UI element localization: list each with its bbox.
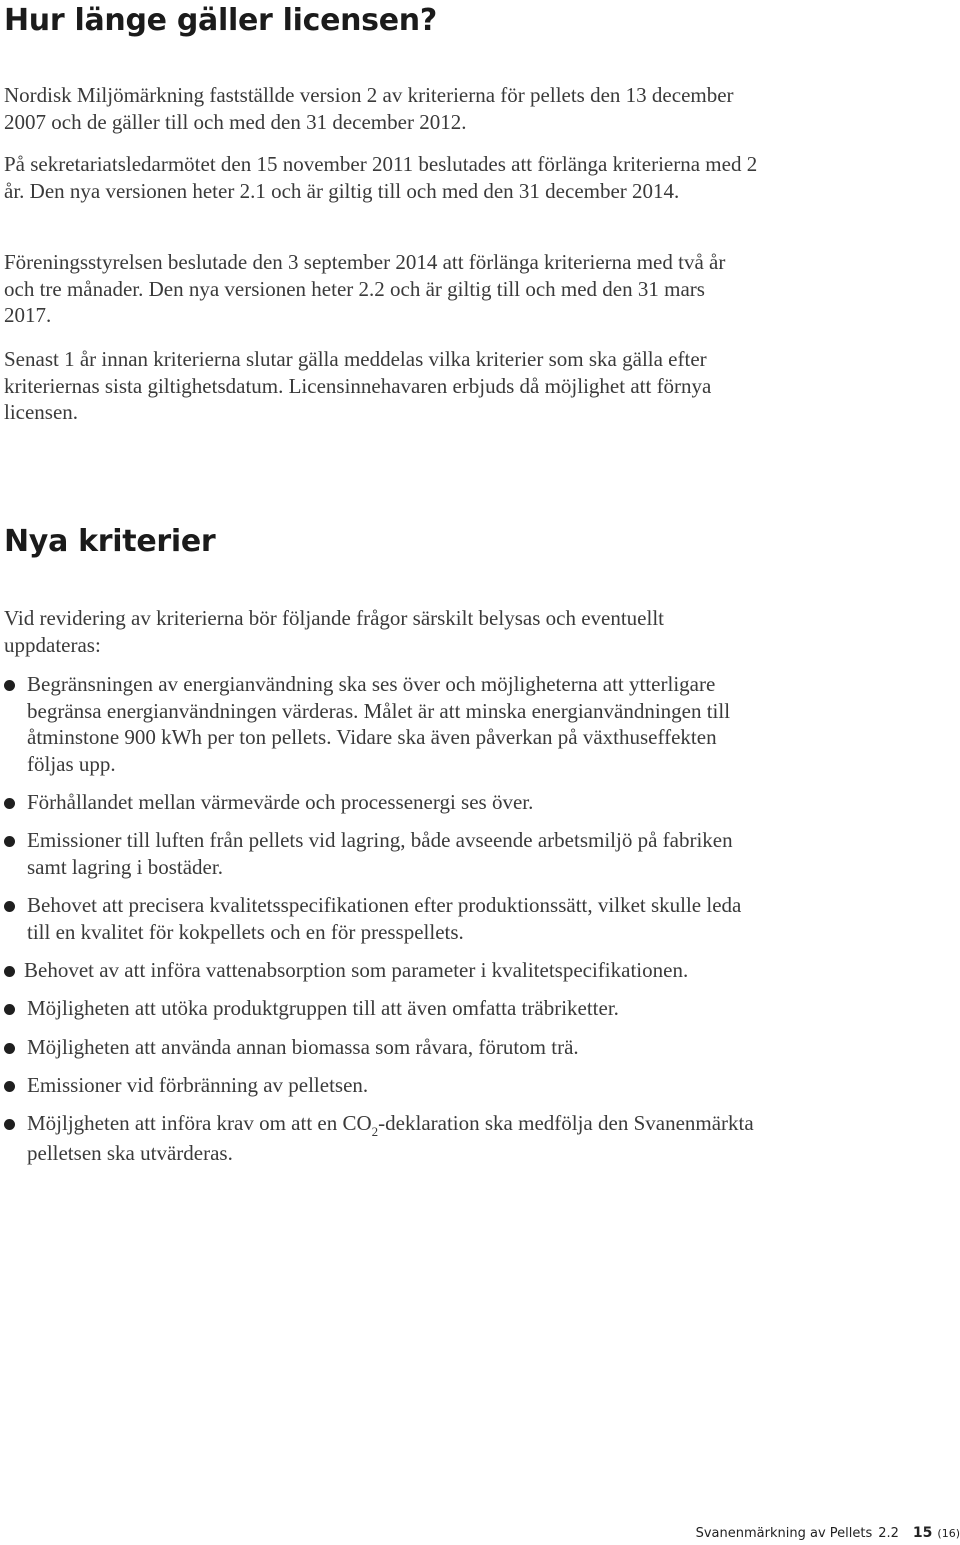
bullet-dot-icon: [4, 1043, 15, 1054]
list-item-text: Behovet att precisera kvalitetsspecifikationen efter produktionssätt, vilket skulle leda till en kvalitet för kokpellets och en för presspellets.: [27, 893, 742, 944]
section-heading-license-validity: Hur länge gäller licensen?: [4, 3, 437, 38]
footer-page-number: 15: [912, 1525, 933, 1541]
section-heading-new-criteria: Nya kriterier: [4, 524, 216, 559]
co2-subscript: 2: [371, 1124, 379, 1139]
list-item: [4, 957, 804, 984]
list-item-text: Emissioner vid förbränning av pelletsen.: [27, 1073, 369, 1097]
list-item: [4, 1072, 764, 1099]
list-item: [4, 789, 764, 816]
list-item-text: Emissioner till luften från pellets vid lagring, både avseende arbetsmiljö på fabriken samt lagring i bostäder.: [27, 828, 733, 879]
page-footer: [696, 1525, 960, 1541]
co2-text-after: -deklaration ska medfölja den Svanenmärkta pelletsen ska utvärderas.: [27, 1111, 754, 1165]
paragraph: På sekretariatsledarmötet den 15 november 2011 beslutades att förlänga kriterierna med 2 år. Den nya versionen heter 2.1 och är giltig till och med den 31 december 2014.: [4, 152, 758, 203]
paragraph: Senast 1 år innan kriterierna slutar gälla meddelas vilka kriterier som ska gälla efter kriteriernas sista giltighetsdatum. Licensinnehavaren erbjuds då möjlighet att förnya licensen.: [4, 347, 712, 424]
intro-paragraph: Vid revidering av kriterierna bör följande frågor särskilt belysas och eventuellt uppdateras:: [4, 606, 665, 657]
bullet-dot-icon: [4, 1081, 15, 1092]
list-item: [4, 892, 764, 945]
bullet-dot-icon: [4, 798, 15, 809]
list-item-text: Möjligheten att använda annan biomassa som råvara, förutom trä.: [27, 1035, 579, 1059]
footer-page-total: (16): [937, 1527, 960, 1540]
list-item-text: Begränsningen av energianvändning ska ses över och möjligheterna att ytterligare begränsa energianvändningen värderas. Målet är att minska energianvändningen till åtminstone 900 kWh per ton pellets. Vidare ska även påverkan på växthuseffekten följas upp.: [27, 672, 731, 776]
co2-text-before: Möjljgheten att införa krav om att en CO: [27, 1111, 372, 1135]
list-item-text: Möjligheten att utöka produktgruppen till att även omfatta träbriketter.: [27, 996, 619, 1020]
bullet-dot-icon: [4, 901, 15, 912]
bullet-dot-icon: [4, 1004, 15, 1015]
bullet-dot-icon: [4, 966, 15, 977]
list-item: [4, 1110, 764, 1166]
footer-version: 2.2: [878, 1526, 899, 1541]
list-item-text: Förhållandet mellan värmevärde och processenergi ses över.: [27, 790, 534, 814]
paragraph: Nordisk Miljömärkning fastställde version 2 av kriterierna för pellets den 13 december 2007 och de gäller till och med den 31 december 2012.: [4, 83, 734, 134]
list-item: [4, 995, 764, 1022]
list-item-text: [27, 1110, 764, 1166]
bullet-dot-icon: [4, 836, 15, 847]
list-item-text: Behovet av att införa vattenabsorption som parameter i kvalitetspecifikationen.: [24, 958, 689, 982]
bullet-dot-icon: [4, 680, 15, 691]
list-item: [4, 827, 764, 880]
list-item: [4, 671, 764, 777]
list-item: [4, 1034, 764, 1061]
bullet-dot-icon: [4, 1119, 15, 1130]
paragraph: Föreningsstyrelsen beslutade den 3 september 2014 att förlänga kriterierna med två år och tre månader. Den nya versionen heter 2.2 och är giltig till och med den 31 mars 2017.: [4, 250, 726, 327]
footer-document-title: Svanenmärkning av Pellets: [695, 1526, 873, 1541]
